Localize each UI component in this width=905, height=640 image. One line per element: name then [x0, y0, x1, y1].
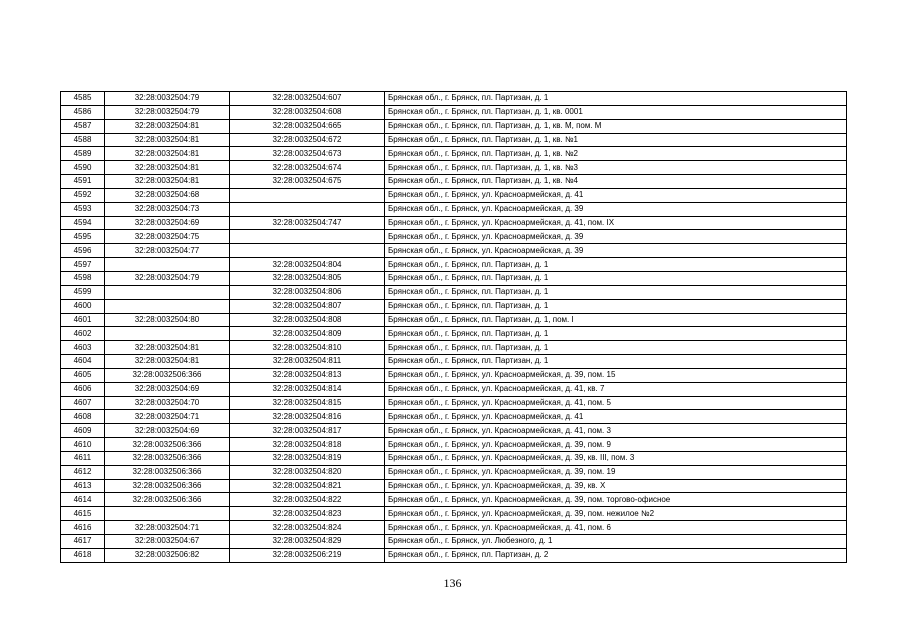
address-cell: Брянская обл., г. Брянск, пл. Партизан, д. 1 — [385, 271, 847, 285]
address-cell: Брянская обл., г. Брянск, ул. Красноармейская, д. 39, пом. 15 — [385, 368, 847, 382]
table-row — [61, 327, 847, 341]
land-cadastral-number-cell: 32:28:0032506:366 — [105, 479, 230, 493]
row-number-cell: 4607 — [61, 396, 105, 410]
row-number-cell: 4595 — [61, 230, 105, 244]
object-cadastral-number-cell: 32:28:0032504:805 — [230, 271, 385, 285]
table-row — [61, 230, 847, 244]
land-cadastral-number-cell: 32:28:0032504:71 — [105, 410, 230, 424]
table-row — [61, 465, 847, 479]
object-cadastral-number-cell: 32:28:0032504:811 — [230, 355, 385, 369]
table-row — [61, 382, 847, 396]
land-cadastral-number-cell — [105, 258, 230, 272]
land-cadastral-number-cell: 32:28:0032504:73 — [105, 202, 230, 216]
table-row — [61, 216, 847, 230]
address-cell: Брянская обл., г. Брянск, ул. Красноармейская, д. 41, пом. 6 — [385, 521, 847, 535]
land-cadastral-number-cell: 32:28:0032506:366 — [105, 451, 230, 465]
row-number-cell: 4586 — [61, 105, 105, 119]
table-row — [61, 119, 847, 133]
row-number-cell: 4617 — [61, 535, 105, 549]
address-cell: Брянская обл., г. Брянск, ул. Красноармейская, д. 41, пом. 5 — [385, 396, 847, 410]
address-cell: Брянская обл., г. Брянск, ул. Красноармейская, д. 41, пом. 3 — [385, 424, 847, 438]
object-cadastral-number-cell: 32:28:0032504:818 — [230, 438, 385, 452]
land-cadastral-number-cell: 32:28:0032504:80 — [105, 313, 230, 327]
object-cadastral-number-cell: 32:28:0032504:829 — [230, 535, 385, 549]
land-cadastral-number-cell: 32:28:0032504:70 — [105, 396, 230, 410]
address-cell: Брянская обл., г. Брянск, ул. Красноармейская, д. 39, кв. III, пом. 3 — [385, 451, 847, 465]
object-cadastral-number-cell: 32:28:0032506:219 — [230, 548, 385, 562]
row-number-cell: 4603 — [61, 341, 105, 355]
object-cadastral-number-cell — [230, 202, 385, 216]
address-cell: Брянская обл., г. Брянск, пл. Партизан, д. 1, кв. №2 — [385, 147, 847, 161]
address-cell: Брянская обл., г. Брянск, пл. Партизан, д. 1 — [385, 341, 847, 355]
land-cadastral-number-cell — [105, 299, 230, 313]
object-cadastral-number-cell: 32:28:0032504:815 — [230, 396, 385, 410]
table-row — [61, 341, 847, 355]
row-number-cell: 4589 — [61, 147, 105, 161]
land-cadastral-number-cell: 32:28:0032504:81 — [105, 355, 230, 369]
land-cadastral-number-cell: 32:28:0032504:81 — [105, 133, 230, 147]
address-cell: Брянская обл., г. Брянск, пл. Партизан, д. 1, пом. I — [385, 313, 847, 327]
row-number-cell: 4616 — [61, 521, 105, 535]
table-row — [61, 313, 847, 327]
land-cadastral-number-cell: 32:28:0032504:77 — [105, 244, 230, 258]
table-row — [61, 299, 847, 313]
land-cadastral-number-cell: 32:28:0032504:69 — [105, 382, 230, 396]
registry-table — [60, 91, 847, 563]
object-cadastral-number-cell: 32:28:0032504:820 — [230, 465, 385, 479]
land-cadastral-number-cell — [105, 507, 230, 521]
table-row — [61, 161, 847, 175]
object-cadastral-number-cell: 32:28:0032504:675 — [230, 175, 385, 189]
object-cadastral-number-cell: 32:28:0032504:809 — [230, 327, 385, 341]
row-number-cell: 4588 — [61, 133, 105, 147]
object-cadastral-number-cell: 32:28:0032504:824 — [230, 521, 385, 535]
address-cell: Брянская обл., г. Брянск, ул. Красноармейская, д. 41 — [385, 188, 847, 202]
row-number-cell: 4599 — [61, 285, 105, 299]
land-cadastral-number-cell: 32:28:0032504:81 — [105, 175, 230, 189]
address-cell: Брянская обл., г. Брянск, пл. Партизан, д. 1 — [385, 285, 847, 299]
land-cadastral-number-cell: 32:28:0032504:71 — [105, 521, 230, 535]
land-cadastral-number-cell: 32:28:0032506:82 — [105, 548, 230, 562]
row-number-cell: 4615 — [61, 507, 105, 521]
land-cadastral-number-cell: 32:28:0032504:81 — [105, 119, 230, 133]
land-cadastral-number-cell: 32:28:0032504:75 — [105, 230, 230, 244]
address-cell: Брянская обл., г. Брянск, пл. Партизан, д. 1 — [385, 299, 847, 313]
land-cadastral-number-cell: 32:28:0032506:366 — [105, 493, 230, 507]
table-row — [61, 271, 847, 285]
address-cell: Брянская обл., г. Брянск, ул. Красноармейская, д. 39 — [385, 230, 847, 244]
row-number-cell: 4592 — [61, 188, 105, 202]
row-number-cell: 4613 — [61, 479, 105, 493]
row-number-cell: 4600 — [61, 299, 105, 313]
address-cell: Брянская обл., г. Брянск, пл. Партизан, д. 1 — [385, 327, 847, 341]
land-cadastral-number-cell: 32:28:0032504:67 — [105, 535, 230, 549]
land-cadastral-number-cell: 32:28:0032504:81 — [105, 161, 230, 175]
object-cadastral-number-cell: 32:28:0032504:673 — [230, 147, 385, 161]
table-row — [61, 244, 847, 258]
row-number-cell: 4598 — [61, 271, 105, 285]
table-row — [61, 355, 847, 369]
table-row — [61, 396, 847, 410]
object-cadastral-number-cell: 32:28:0032504:672 — [230, 133, 385, 147]
row-number-cell: 4597 — [61, 258, 105, 272]
row-number-cell: 4585 — [61, 92, 105, 106]
table-row — [61, 535, 847, 549]
table-row — [61, 451, 847, 465]
row-number-cell: 4587 — [61, 119, 105, 133]
object-cadastral-number-cell: 32:28:0032504:808 — [230, 313, 385, 327]
row-number-cell: 4614 — [61, 493, 105, 507]
object-cadastral-number-cell: 32:28:0032504:665 — [230, 119, 385, 133]
row-number-cell: 4590 — [61, 161, 105, 175]
address-cell: Брянская обл., г. Брянск, ул. Красноармейская, д. 39, пом. торгово-офисное — [385, 493, 847, 507]
table-row — [61, 202, 847, 216]
address-cell: Брянская обл., г. Брянск, ул. Красноармейская, д. 39 — [385, 202, 847, 216]
land-cadastral-number-cell: 32:28:0032506:366 — [105, 438, 230, 452]
address-cell: Брянская обл., г. Брянск, пл. Партизан, д. 2 — [385, 548, 847, 562]
page-number: 136 — [443, 576, 462, 590]
object-cadastral-number-cell: 32:28:0032504:821 — [230, 479, 385, 493]
land-cadastral-number-cell: 32:28:0032504:69 — [105, 424, 230, 438]
table-row — [61, 493, 847, 507]
table-row — [61, 188, 847, 202]
object-cadastral-number-cell — [230, 230, 385, 244]
object-cadastral-number-cell: 32:28:0032504:607 — [230, 92, 385, 106]
row-number-cell: 4594 — [61, 216, 105, 230]
table-row — [61, 92, 847, 106]
row-number-cell: 4618 — [61, 548, 105, 562]
address-cell: Брянская обл., г. Брянск, ул. Красноармейская, д. 41, кв. 7 — [385, 382, 847, 396]
table-row — [61, 424, 847, 438]
row-number-cell: 4593 — [61, 202, 105, 216]
row-number-cell: 4591 — [61, 175, 105, 189]
address-cell: Брянская обл., г. Брянск, ул. Красноармейская, д. 39, пом. 9 — [385, 438, 847, 452]
land-cadastral-number-cell: 32:28:0032504:69 — [105, 216, 230, 230]
row-number-cell: 4605 — [61, 368, 105, 382]
land-cadastral-number-cell: 32:28:0032504:79 — [105, 92, 230, 106]
land-cadastral-number-cell: 32:28:0032504:79 — [105, 271, 230, 285]
object-cadastral-number-cell: 32:28:0032504:807 — [230, 299, 385, 313]
table-row — [61, 133, 847, 147]
object-cadastral-number-cell: 32:28:0032504:822 — [230, 493, 385, 507]
object-cadastral-number-cell: 32:28:0032504:817 — [230, 424, 385, 438]
address-cell: Брянская обл., г. Брянск, пл. Партизан, д. 1, кв. 0001 — [385, 105, 847, 119]
table-row — [61, 175, 847, 189]
row-number-cell: 4596 — [61, 244, 105, 258]
object-cadastral-number-cell: 32:28:0032504:804 — [230, 258, 385, 272]
object-cadastral-number-cell — [230, 244, 385, 258]
object-cadastral-number-cell: 32:28:0032504:806 — [230, 285, 385, 299]
address-cell: Брянская обл., г. Брянск, пл. Партизан, д. 1 — [385, 258, 847, 272]
table-row — [61, 479, 847, 493]
row-number-cell: 4606 — [61, 382, 105, 396]
row-number-cell: 4602 — [61, 327, 105, 341]
address-cell: Брянская обл., г. Брянск, пл. Партизан, д. 1, кв. №1 — [385, 133, 847, 147]
row-number-cell: 4611 — [61, 451, 105, 465]
registry-table-body — [61, 92, 847, 563]
address-cell: Брянская обл., г. Брянск, ул. Красноармейская, д. 39, кв. X — [385, 479, 847, 493]
row-number-cell: 4601 — [61, 313, 105, 327]
row-number-cell: 4610 — [61, 438, 105, 452]
table-row — [61, 507, 847, 521]
row-number-cell: 4612 — [61, 465, 105, 479]
land-cadastral-number-cell: 32:28:0032504:79 — [105, 105, 230, 119]
address-cell: Брянская обл., г. Брянск, пл. Партизан, д. 1 — [385, 355, 847, 369]
object-cadastral-number-cell: 32:28:0032504:608 — [230, 105, 385, 119]
row-number-cell: 4608 — [61, 410, 105, 424]
table-row — [61, 147, 847, 161]
row-number-cell: 4604 — [61, 355, 105, 369]
object-cadastral-number-cell: 32:28:0032504:813 — [230, 368, 385, 382]
address-cell: Брянская обл., г. Брянск, ул. Красноармейская, д. 39, пом. 19 — [385, 465, 847, 479]
table-row — [61, 438, 847, 452]
address-cell: Брянская обл., г. Брянск, пл. Партизан, д. 1, кв. №4 — [385, 175, 847, 189]
object-cadastral-number-cell: 32:28:0032504:810 — [230, 341, 385, 355]
table-row — [61, 410, 847, 424]
table-row — [61, 368, 847, 382]
object-cadastral-number-cell: 32:28:0032504:747 — [230, 216, 385, 230]
land-cadastral-number-cell: 32:28:0032506:366 — [105, 465, 230, 479]
object-cadastral-number-cell: 32:28:0032504:823 — [230, 507, 385, 521]
land-cadastral-number-cell: 32:28:0032504:68 — [105, 188, 230, 202]
address-cell: Брянская обл., г. Брянск, пл. Партизан, д. 1, кв. №3 — [385, 161, 847, 175]
object-cadastral-number-cell — [230, 188, 385, 202]
land-cadastral-number-cell — [105, 327, 230, 341]
land-cadastral-number-cell: 32:28:0032506:366 — [105, 368, 230, 382]
address-cell: Брянская обл., г. Брянск, ул. Красноармейская, д. 39 — [385, 244, 847, 258]
land-cadastral-number-cell: 32:28:0032504:81 — [105, 341, 230, 355]
table-row — [61, 521, 847, 535]
address-cell: Брянская обл., г. Брянск, ул. Любезного, д. 1 — [385, 535, 847, 549]
land-cadastral-number-cell — [105, 285, 230, 299]
address-cell: Брянская обл., г. Брянск, ул. Красноармейская, д. 39, пом. нежилое №2 — [385, 507, 847, 521]
land-cadastral-number-cell: 32:28:0032504:81 — [105, 147, 230, 161]
table-row — [61, 105, 847, 119]
address-cell: Брянская обл., г. Брянск, пл. Партизан, д. 1, кв. М, пом. М — [385, 119, 847, 133]
object-cadastral-number-cell: 32:28:0032504:816 — [230, 410, 385, 424]
object-cadastral-number-cell: 32:28:0032504:674 — [230, 161, 385, 175]
address-cell: Брянская обл., г. Брянск, ул. Красноармейская, д. 41 — [385, 410, 847, 424]
table-row — [61, 548, 847, 562]
address-cell: Брянская обл., г. Брянск, пл. Партизан, д. 1 — [385, 92, 847, 106]
table-row — [61, 285, 847, 299]
object-cadastral-number-cell: 32:28:0032504:814 — [230, 382, 385, 396]
address-cell: Брянская обл., г. Брянск, ул. Красноармейская, д. 41, пом. IX — [385, 216, 847, 230]
object-cadastral-number-cell: 32:28:0032504:819 — [230, 451, 385, 465]
row-number-cell: 4609 — [61, 424, 105, 438]
table-row — [61, 258, 847, 272]
